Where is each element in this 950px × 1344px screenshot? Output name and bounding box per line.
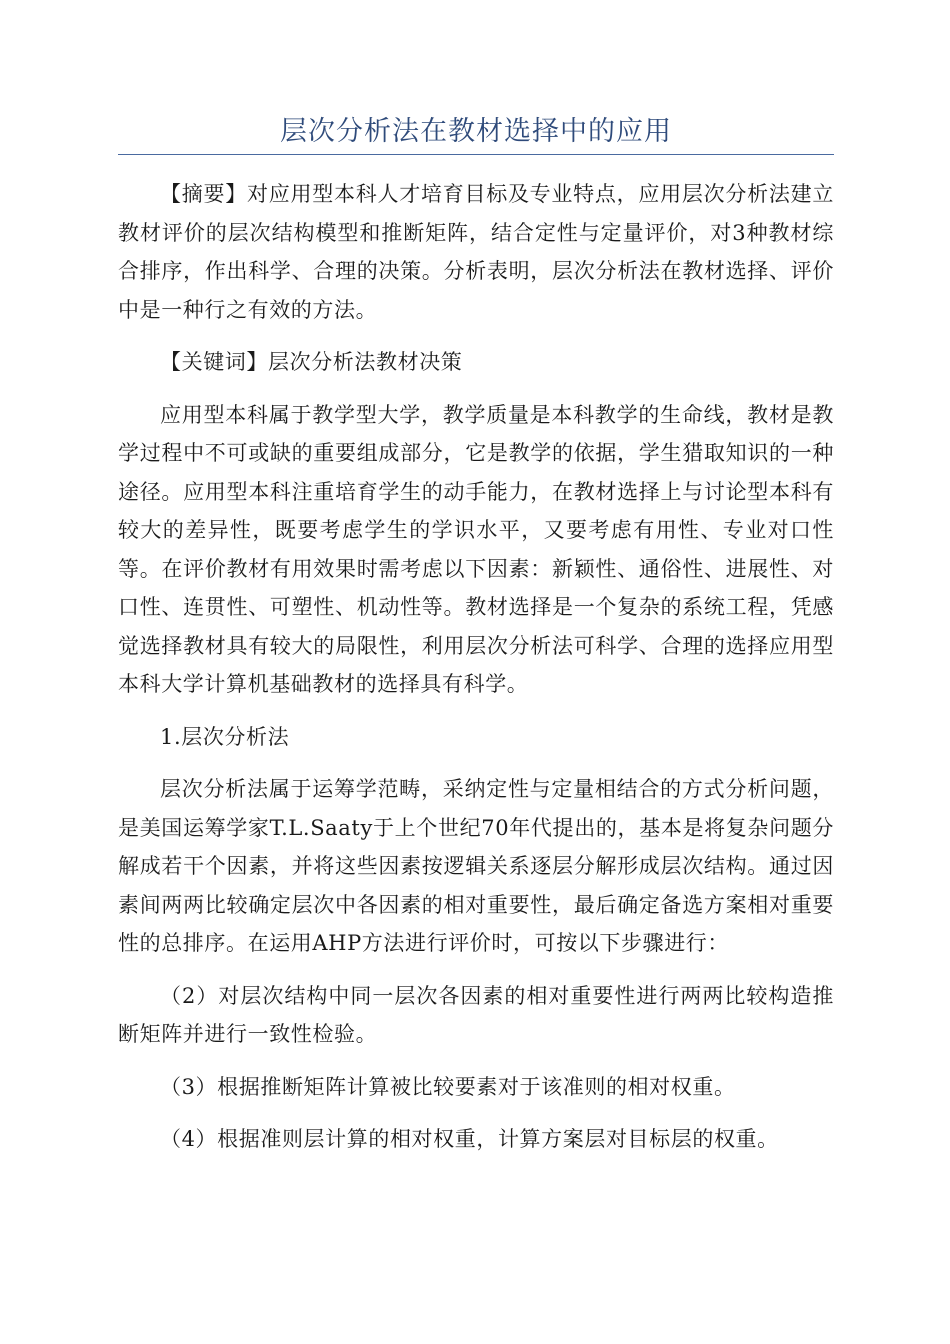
section-body-paragraph: 层次分析法属于运筹学范畴，采纳定性与定量相结合的方式分析问题，是美国运筹学家T.L.Saaty于上个世纪70年代提出的，基本是将复杂问题分解成若干个因素，并将这些因素按逻辑关系逐层分解形成层次结构。通过因素间两两比较确定层次中各因素的相对重要性，最后确定备选方案相对重要性的总排序。在运用AHP方法进行评价时，可按以下步骤进行： (118, 777, 834, 955)
keywords-paragraph: 【关键词】层次分析法教材决策 (160, 350, 463, 374)
document-title: 层次分析法在教材选择中的应用 (118, 112, 834, 155)
intro-paragraph: 应用型本科属于教学型大学，教学质量是本科教学的生命线，教材是教学过程中不可或缺的重要组成部分，它是教学的依据，学生猎取知识的一种途径。应用型本科注重培育学生的动手能力，在教材选择上与讨论型本科有较大的差异性，既要考虑学生的学识水平，又要考虑有用性、专业对口性等。在评价教材有用效果时需考虑以下因素：新颖性、通俗性、进展性、对口性、连贯性、可塑性、机动性等。教材选择是一个复杂的系统工程，凭感觉选择教材具有较大的局限性，利用层次分析法可科学、合理的选择应用型本科大学计算机基础教材的选择具有科学。 (118, 402, 834, 696)
abstract-paragraph: 【摘要】对应用型本科人才培育目标及专业特点，应用层次分析法建立教材评价的层次结构模型和推断矩阵，结合定性与定量评价，对3种教材综合排序，作出科学、合理的决策。分析表明，层次分析法在教材选择、评价中是一种行之有效的方法。 (118, 182, 834, 322)
step-2-paragraph: （2）对层次结构中同一层次各因素的相对重要性进行两两比较构造推断矩阵并进行一致性检验。 (118, 983, 834, 1046)
section-heading: 1.层次分析法 (160, 724, 290, 749)
step-4-paragraph: （4）根据准则层计算的相对权重，计算方案层对目标层的权重。 (160, 1127, 779, 1151)
document-page (118, 112, 834, 1173)
step-3-paragraph: （3）根据推断矩阵计算被比较要素对于该准则的相对权重。 (160, 1074, 736, 1099)
